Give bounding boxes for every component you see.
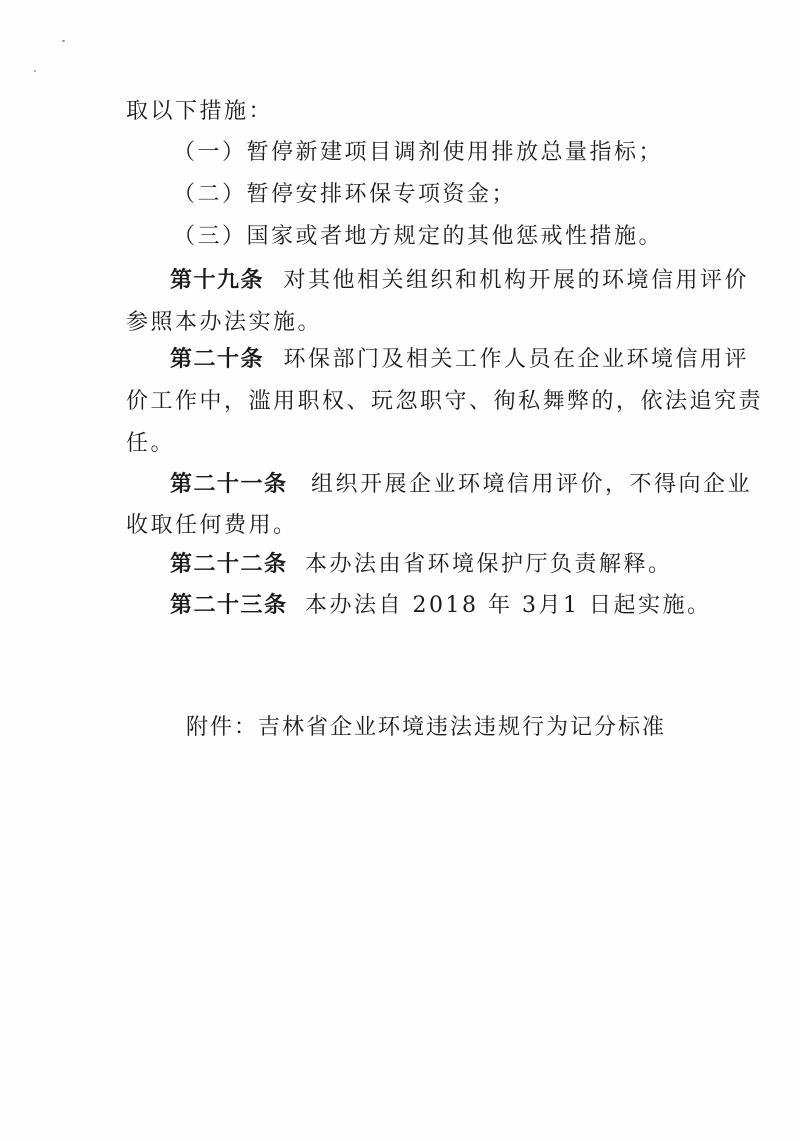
article-heading: 第二十条 [170,347,265,372]
article-text-cont: 参照本办法实施。 [126,310,323,335]
article-22 [170,552,673,578]
attachment-line: 附件：吉林省企业环境违法违规行为记分标准 [186,715,667,740]
article-heading: 第二十二条 [170,552,288,577]
article-heading: 第二十三条 [170,593,288,618]
article-text: 组织开展企业环境信用评价，不得向企业 [311,472,753,497]
measure-item-3: （三）国家或者地方规定的其他惩戒性措施。 [173,224,664,249]
measure-item-1: （一）暂停新建项目调剂使用排放总量指标； [173,140,664,165]
measure-item-2: （二）暂停安排环保专项资金； [173,182,517,207]
article-heading: 第二十一条 [170,472,288,497]
article-21 [170,472,752,498]
article-23 [170,593,711,619]
article-text: 对其他相关组织和机构开展的环境信用评价 [283,268,750,293]
article-heading: 第十九条 [170,268,265,293]
article-text: 本办法由省环境保护厅负责解释。 [305,552,673,577]
article-text: 环保部门及相关工作人员在企业环境信用评 [283,347,750,372]
article-20 [170,347,749,373]
article-text: 本办法自 2018 年 3月1 日起实施。 [305,593,712,618]
article-text-cont: 收取任何费用。 [126,513,298,538]
text-line: 取以下措施： [126,99,274,124]
article-19 [170,268,749,294]
scan-mark [34,70,36,72]
article-text-cont: 任。 [126,431,176,456]
scan-mark [62,40,65,42]
article-text-cont: 价工作中，滥用职权、玩忽职守、徇私舞弊的，依法追究责 [126,389,764,414]
